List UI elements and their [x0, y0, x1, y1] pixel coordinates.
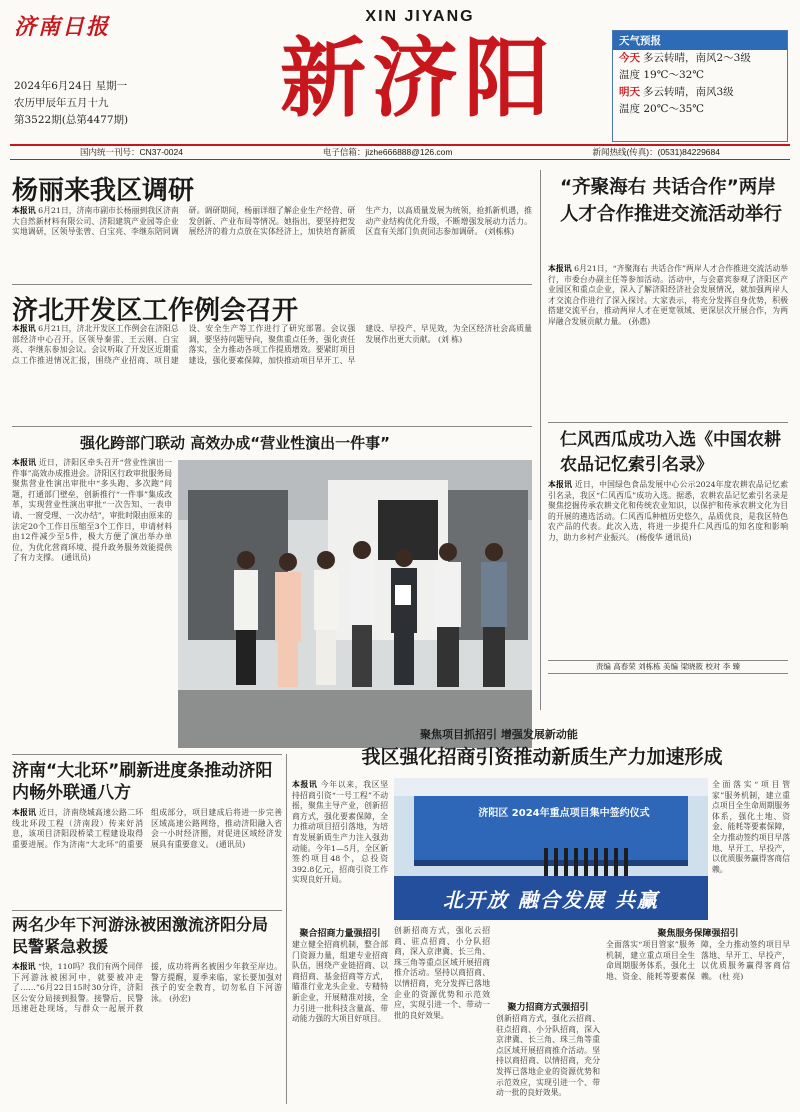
email: 电子信箱：jizhe666888@126.com	[322, 147, 453, 157]
article-7-text: “快，110吗？我们有两个同伴下河游泳被困河中，就要被冲走了……”6月22日15时30分许，济阳区公安分局接到报警。接警后，民警迅速赶赴现场，与群众一起展开救援，成功将两名被困少年救至岸边。警方提醒，夏季来临，家长要加强对孩子的安全教育，切勿私自下河游泳。	[12, 962, 282, 1014]
article-2-title: 济北开发区工作例会召开	[12, 296, 299, 326]
editors-line: 责编 高春荣 刘栋栋 美编 梁晓筱 校对 李 臻	[548, 660, 788, 674]
focus-text-3: 创新招商方式，强化云招商、驻点招商、小分队招商，深入京津冀、长三角、珠三角等重点区域开展招商推介活动。坚持以商招商、以情招商，充分发挥已落地企业的资源优势和示范效应，实现引进一个、带动一批的良好效果。	[394, 926, 490, 1020]
column-divider	[286, 754, 287, 1104]
focus-byline: (杜 亮)	[719, 971, 744, 981]
focus-body-3	[496, 1014, 600, 1102]
article-3-text: 近日，济阳区牵头召开“营业性演出一件事”高效办成推进会。济阳区行政审批服务局聚焦营业性演出审批中“多头跑、多次跑”问题，打通部门壁垒，创新推行“一件事”集成改革，实现营业性演出审批“一次告知、一表申请、一窗受理、一次办结”，审批时限由原来的法定20个工作日压缩至3个工作日，申请材料由12件减少至5件，极大方便了演出举办单位，为优化营商环境、提升政务服务效能提供了有力支撑。	[12, 458, 172, 563]
masthead-pinyin: XIN JIYANG	[365, 8, 475, 25]
focus-text-1: 今年以来，我区坚持招商引资“一号工程”不动摇，聚焦主导产业，创新招商方式，强化要素保障，全力推动项目招引落地，为培育发展新质生产力注入强劲动能。今年1—5月，全区新签约项目48个，总投资392.8亿元，招商引资工作实现良好开局。	[292, 780, 388, 885]
focus-body-2	[292, 940, 388, 1102]
focus-body-1	[292, 780, 388, 922]
focus-text-4: 全面落实“项目管家”服务机制，建立重点项目全生命周期服务体系，强化土地、资金、能耗等要素保障，全力推动签约项目早落地、早开工、早投产，以优质服务赢得客商信赖。	[712, 780, 790, 874]
article-5-body	[548, 480, 788, 656]
divider	[12, 284, 532, 285]
article-7-title: 两名少年下河游泳被困激流济阳分局民警紧急救援	[12, 915, 269, 956]
today-label: 今天	[619, 52, 640, 64]
focus-text-3b: 创新招商方式，强化云招商、驻点招商、小分队招商，深入京津冀、长三角、珠三角等重点区域开展招商推介活动。坚持以商招商、以情招商，充分发挥已落地企业的资源优势和示范效应，实现引进一个、带动一批的良好效果。	[496, 1014, 600, 1098]
weather-header: 天气预报	[613, 31, 787, 50]
article-7-body	[12, 962, 282, 1102]
focus-sub-1: 聚合招商力量强招引	[299, 929, 381, 939]
article-5-text: 近日，中国绿色食品发展中心公示2024年度农耕农品记忆索引名录，我区“仁风西瓜”成功入选。据悉，农耕农品记忆索引名录是聚焦挖掘传承农耕文化和传统农业知识，以保护和传承农耕文化为目的开展的遴选活动。仁风西瓜种植历史悠久，品质优良，是我区特色农产品的代表。此次入选，将进一步提升仁风西瓜的知名度和影响力，助力乡村产业振兴。	[548, 480, 788, 542]
article-lead: 本报讯	[292, 780, 318, 789]
temp-label: 温度	[619, 103, 640, 115]
focus-body-5	[606, 940, 790, 1102]
article-4-body	[548, 264, 788, 416]
weather-tomorrow	[613, 84, 787, 101]
divider	[12, 754, 282, 755]
focus-body-2b	[394, 926, 490, 1102]
screen-caption: 济阳区 2024年重点项目集中签约仪式	[478, 808, 650, 819]
article-3-title: 强化跨部门联动 高效办成“营业性演出一件事”	[80, 434, 390, 452]
tomorrow-label: 明天	[619, 86, 640, 98]
banner-text: 北开放 融合发展 共赢	[443, 888, 659, 912]
article-1-byline: (刘栋栋)	[484, 227, 515, 237]
focus-sub-3: 聚焦服务保障强招引	[657, 929, 739, 939]
weather-today	[613, 50, 787, 67]
article-4-byline: (孙惠)	[628, 316, 651, 326]
cn-number: 国内统一刊号：CN37-0024	[79, 147, 183, 157]
column-divider	[540, 170, 541, 710]
today-wind: 多云转晴，南风2～3级	[643, 52, 751, 64]
article-1-title: 杨丽来我区调研	[12, 176, 195, 206]
focus-text-5: 全面落实“项目管家”服务机制，建立重点项目全生命周期服务体系，强化土地、资金、能耗等要素保障，全力推动签约项目早落地、早开工、早投产，以优质服务赢得客商信赖。	[606, 940, 790, 981]
article-2-body	[12, 324, 532, 422]
hotline: 新闻热线(传真)：(0531)84229684	[592, 147, 720, 157]
masthead-title: 新济阳	[280, 28, 556, 129]
article-6-body	[12, 808, 282, 906]
info-bar	[10, 144, 790, 160]
focus-title: 我区强化招商引资推动新质生产力加速形成	[361, 746, 723, 768]
focus-body-4a	[712, 780, 790, 920]
masthead-date-block	[14, 78, 128, 129]
issue-date: 2024年6月24日 星期一	[14, 80, 128, 92]
weather-box	[612, 30, 788, 142]
divider	[12, 426, 532, 427]
article-3-body	[12, 458, 172, 748]
weather-today-temp	[613, 67, 787, 84]
focus-photo	[394, 778, 708, 920]
article-4-text: 6月21日，“齐聚海右 共话合作”两岸人才合作推进交流活动举行，市委台办副主任等参加活动。活动中，与会嘉宾参观了济阳区产业园区和重点企业，深入了解济阳经济社会发展情况，就加强两岸人才交流合作进行了深入探讨。大家表示，将充分发挥自身优势，积极搭建交流平台，推动两岸人才在更宽领域、更深层次开展合作，为两岸融合发展贡献力量。	[548, 264, 788, 326]
divider	[548, 422, 788, 423]
weather-tomorrow-temp	[613, 101, 787, 118]
focus-text-2: 建立健全招商机制，整合部门资源力量，组建专业招商队伍，围绕产业链招商、以商招商、基金招商等方式，瞄准行业龙头企业、专精特新企业，开展精准对接，全力引进一批科技含量高、带动能力强的大项目好项目。	[292, 940, 388, 1024]
temp-label: 温度	[619, 69, 640, 81]
issue-number: 第3522期(总第4477期)	[14, 114, 129, 126]
article-2-byline: (刘 栋)	[437, 334, 463, 344]
lunar-date: 农历甲辰年五月十九	[14, 97, 109, 109]
focus-kicker: 聚焦项目抓招引 增强发展新动能	[420, 728, 578, 741]
divider	[12, 910, 282, 911]
tomorrow-wind: 多云转晴，南风3级	[643, 86, 734, 98]
tomorrow-temp: 20℃～35℃	[643, 103, 705, 115]
article-1-body	[12, 206, 532, 280]
article-3-photo	[178, 460, 532, 748]
article-lead: 本报讯	[548, 480, 573, 489]
article-lead: 本报讯	[12, 206, 36, 215]
article-3-byline: (通讯员)	[61, 553, 91, 563]
article-lead: 本报讯	[12, 808, 37, 817]
article-lead: 本报讯	[12, 962, 36, 971]
article-6-byline: (通讯员)	[215, 839, 246, 849]
article-lead: 本报讯	[12, 458, 37, 467]
article-7-byline: (孙宏)	[169, 993, 191, 1003]
article-1-text: 6月21日，济南市副市长杨丽到我区济南大自然新材料有限公司、济阳建筑产业园等企业实地调研，区领导张曾、白宝亮、李继东陪同调研。调研期间，杨丽详细了解企业生产经营、研发创新、产业布局等情况。她指出，要坚持把发展经济的着力点放在实体经济上，加快培育新质生产力，以高质量发展为统领，抢抓新机遇，推动产业结构优化升级，不断增强发展动力活力。区直有关部门负责同志参加调研。	[12, 206, 532, 237]
article-lead: 本报讯	[12, 324, 36, 333]
today-temp: 19℃～32℃	[643, 69, 705, 81]
article-2-text: 6月21日，济北开发区工作例会在济阳总部经济中心召开。区领导秦雷、王云刚、白宝亮、李继东参加会议。会议听取了开发区近期重点工作推进情况汇报，围绕产业招商、项目建设、安全生产等工作进行了研究部署。会议强调，要坚持问题导向，聚焦重点任务，强化责任落实，全力推动各项工作提质增效。要紧盯项目建设，强化要素保障，加快推动项目早开工、早建设、早投产、早见效，为全区经济社会高质量发展作出更大贡献。	[12, 324, 532, 365]
article-4-title: “齐聚海右 共话合作”两岸人才合作推进交流活动举行	[560, 177, 783, 225]
group-photo-illustration	[178, 460, 532, 748]
article-5-byline: (杨俊华 通讯员)	[636, 532, 692, 542]
article-5-title: 仁风西瓜成功入选《中国农耕农品记忆索引名录》	[560, 430, 781, 475]
article-6-title: 济南“大北环”刷新进度条推动济阳内畅外联通八方	[12, 761, 273, 803]
focus-sub-2: 聚力招商方式强招引	[507, 1003, 589, 1013]
article-lead: 本报讯	[548, 264, 572, 273]
masthead-logo: 济南日报	[14, 14, 111, 40]
article-6-text: 近日，济南绕城高速公路二环线北环段工程（济南段）传来好消息，该项目济阳段桥梁工程建设取得重要进展。作为济南“大北环”的重要组成部分，项目建成后将进一步完善区域高速公路网络，推动济阳融入省会一小时经济圈，对促进区域经济发展具有重要意义。	[12, 808, 282, 849]
